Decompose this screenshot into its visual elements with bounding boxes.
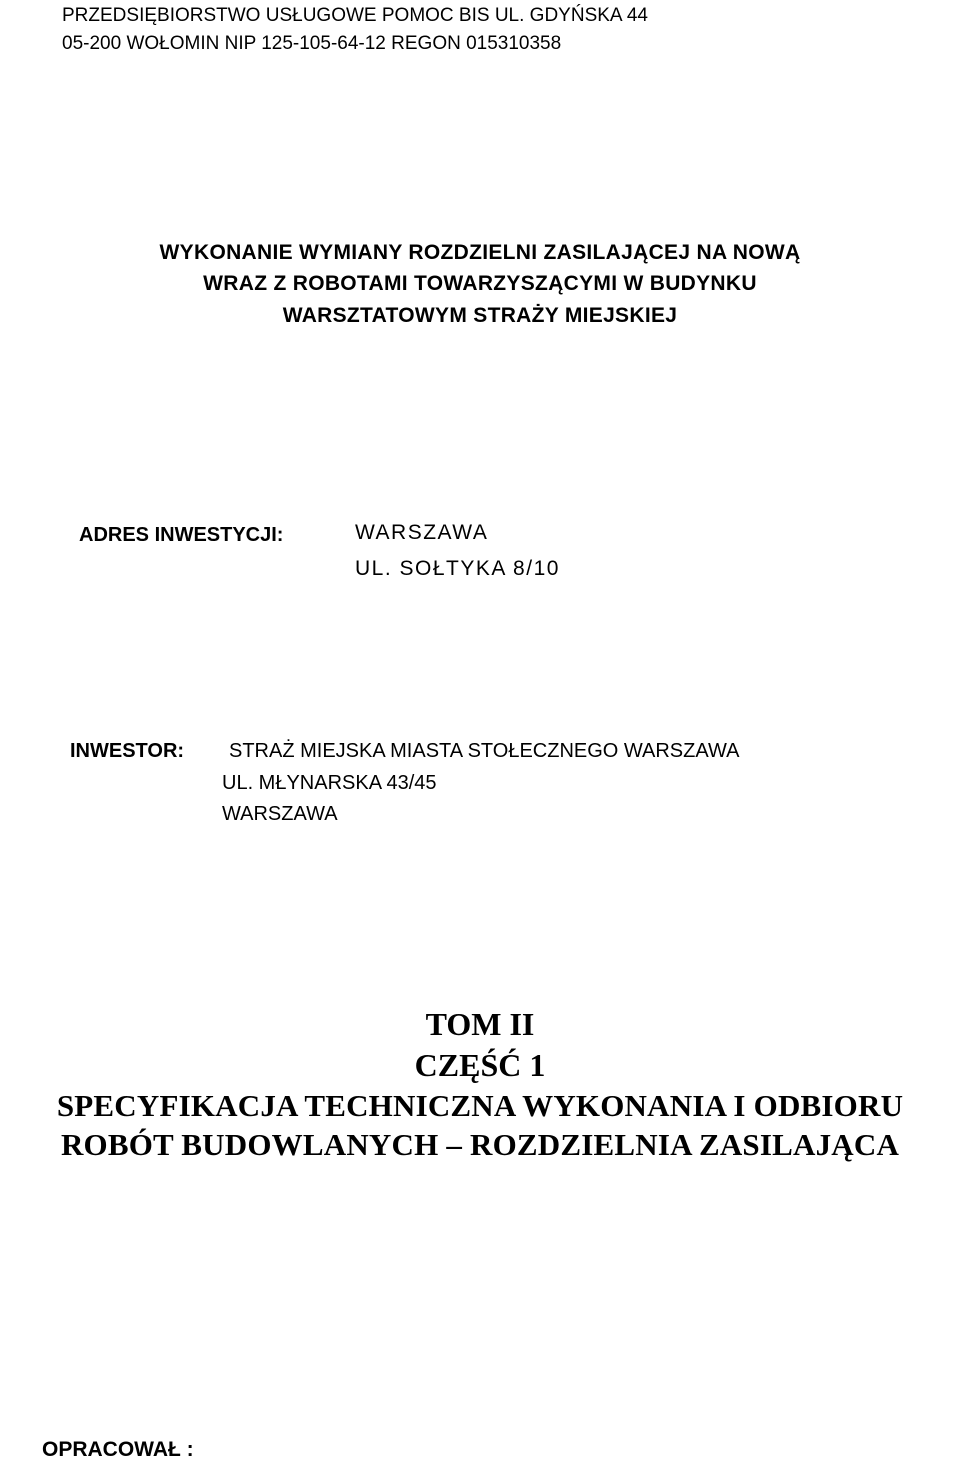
investor-label: INWESTOR: <box>70 740 185 762</box>
investor-street: UL. MŁYNARSKA 43/45 <box>222 772 437 794</box>
investor-city: WARSZAWA <box>222 803 338 825</box>
company-header-line-2: 05-200 WOŁOMIN NIP 125-105-64-12 REGON 015310358 <box>62 33 562 54</box>
company-header-line-1: PRZEDSIĘBIORSTWO USŁUGOWE POMOC BIS UL. GDYŃSKA 44 <box>62 5 648 26</box>
volume-subject-line-1: SPECYFIKACJA TECHNICZNA WYKONANIA I ODBIORU <box>56 1088 904 1123</box>
investment-address-city: WARSZAWA <box>355 521 489 544</box>
volume-part: CZĘŚĆ 1 <box>414 1047 546 1083</box>
prepared-by-label: OPRACOWAŁ : <box>42 1438 194 1461</box>
project-title-line-2: WRAZ Z ROBOTAMI TOWARZYSZĄCYMI W BUDYNKU <box>203 272 757 295</box>
investment-address-label: ADRES INWESTYCJI: <box>79 524 284 546</box>
volume-subject-line-2: ROBÓT BUDOWLANYCH – ROZDZIELNIA ZASILAJĄCA <box>60 1127 900 1162</box>
investment-address-street: UL. SOŁTYKA 8/10 <box>355 557 560 580</box>
project-title-line-3: WARSZTATOWYM STRAŻY MIEJSKIEJ <box>282 304 678 327</box>
investor-name: STRAŻ MIEJSKA MIASTA STOŁECZNEGO WARSZAWA <box>229 740 740 762</box>
volume-number: TOM II <box>425 1006 535 1042</box>
project-title-line-1: WYKONANIE WYMIANY ROZDZIELNI ZASILAJĄCEJ NA NOWĄ <box>159 241 801 264</box>
